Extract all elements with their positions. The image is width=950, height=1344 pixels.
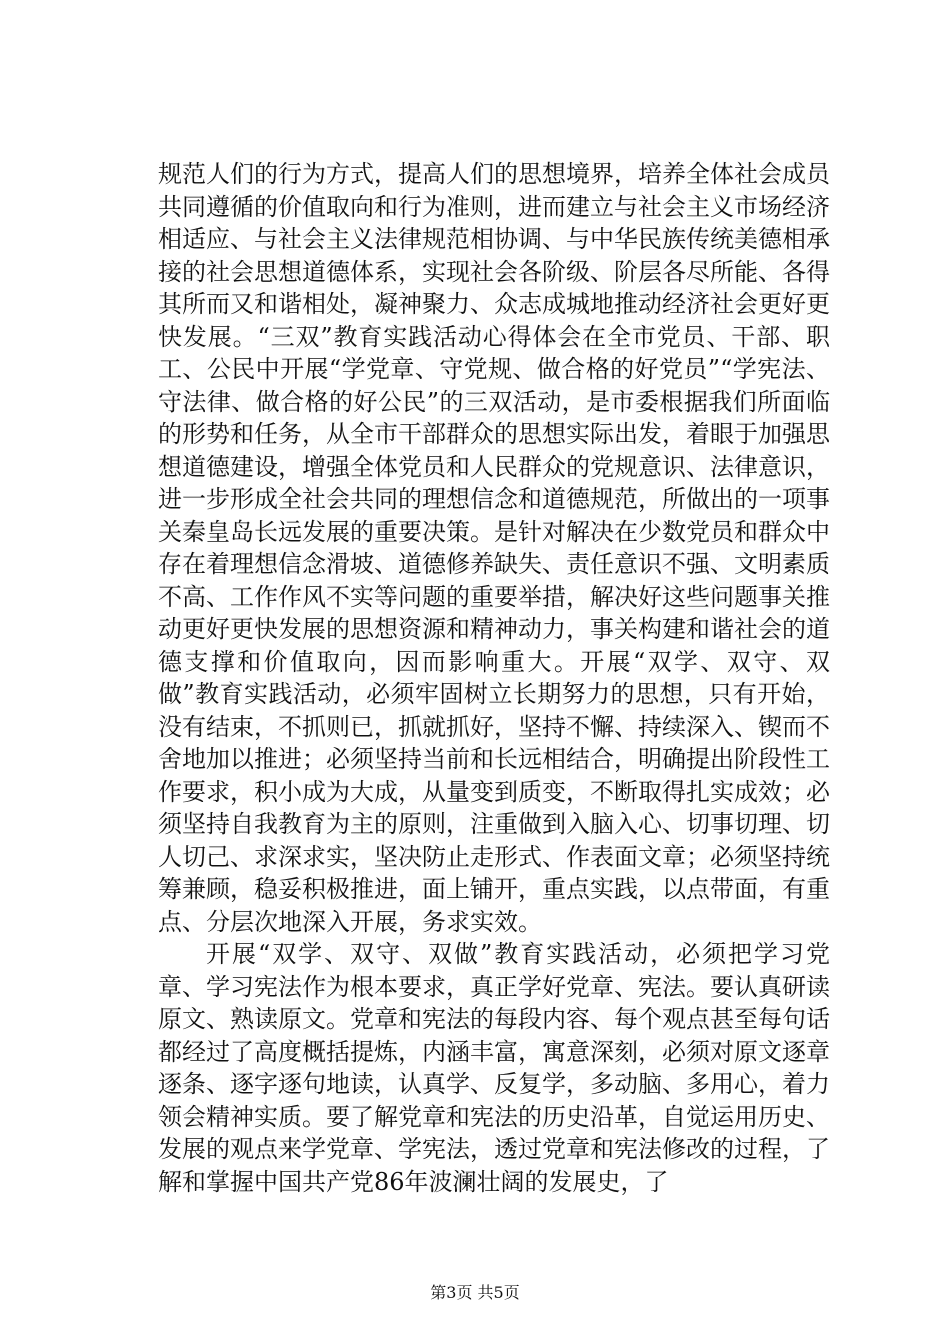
- page-number-footer: 第3页 共5页: [430, 1283, 520, 1302]
- paragraph-1: 规范人们的行为方式，提高人们的思想境界，培养全体社会成员共同遵循的价值取向和行为准则，进而建立与社会主义市场经济相适应、与社会主义法律规范相协调、与中华民族传统美德相承接的社会思想道德体系，实现社会各阶级、阶层各尽所能、各得其所而又和谐相处，凝神聚力、众志成城地推动经济社会更好更快发展。“三双”教育实践活动心得体会在全市党员、干部、职工、公民中开展“学党章、守党规、做合格的好党员”“学宪法、守法律、做合格的好公民”的三双活动，是市委根据我们所面临的形势和任务，从全市干部群众的思想实际出发，着眼于加强思想道德建设，增强全体党员和人民群众的党规意识、法律意识，进一步形成全社会共同的理想信念和道德规范，所做出的一项事关秦皇岛长远发展的重要决策。是针对解决在少数党员和群众中存在着理想信念滑坡、道德修养缺失、责任意识不强、文明素质不高、工作作风不实等问题的重要举措，解决好这些问题事关推动更好更快发展的思想资源和精神动力，事关构建和谐社会的道德支撑和价值取向，因而影响重大。开展“双学、双守、双做”教育实践活动，必须牢固树立长期努力的思想，只有开始，没有结束，不抓则已，抓就抓好，坚持不懈、持续深入、锲而不舍地加以推进；必须坚持当前和长远相结合，明确提出阶段性工作要求，积小成为大成，从量变到质变，不断取得扎实成效；必须坚持自我教育为主的原则，注重做到入脑入心、切事切理、切人切己、求深求实，坚决防止走形式、作表面文章；必须坚持统筹兼顾，稳妥积极推进，面上铺开，重点实践，以点带面，有重点、分层次地深入开展，务求实效。: [158, 160, 830, 936]
- paragraph-2: 开展“双学、双守、双做”教育实践活动，必须把学习党章、学习宪法作为根本要求，真正学好党章、宪法。要认真研读原文、熟读原文。党章和宪法的每段内容、每个观点甚至每句话都经过了高度概括提炼，内涵丰富，寓意深刻，必须对原文逐章逐条、逐字逐句地读，认真学、反复学，多动脑、多用心，着力领会精神实质。要了解党章和宪法的历史沿革，自觉运用历史、发展的观点来学党章、学宪法，透过党章和宪法修改的过程，了解和掌握中国共产党86年波澜壮阔的发展史，了: [158, 940, 830, 1196]
- document-body: [158, 158, 830, 1198]
